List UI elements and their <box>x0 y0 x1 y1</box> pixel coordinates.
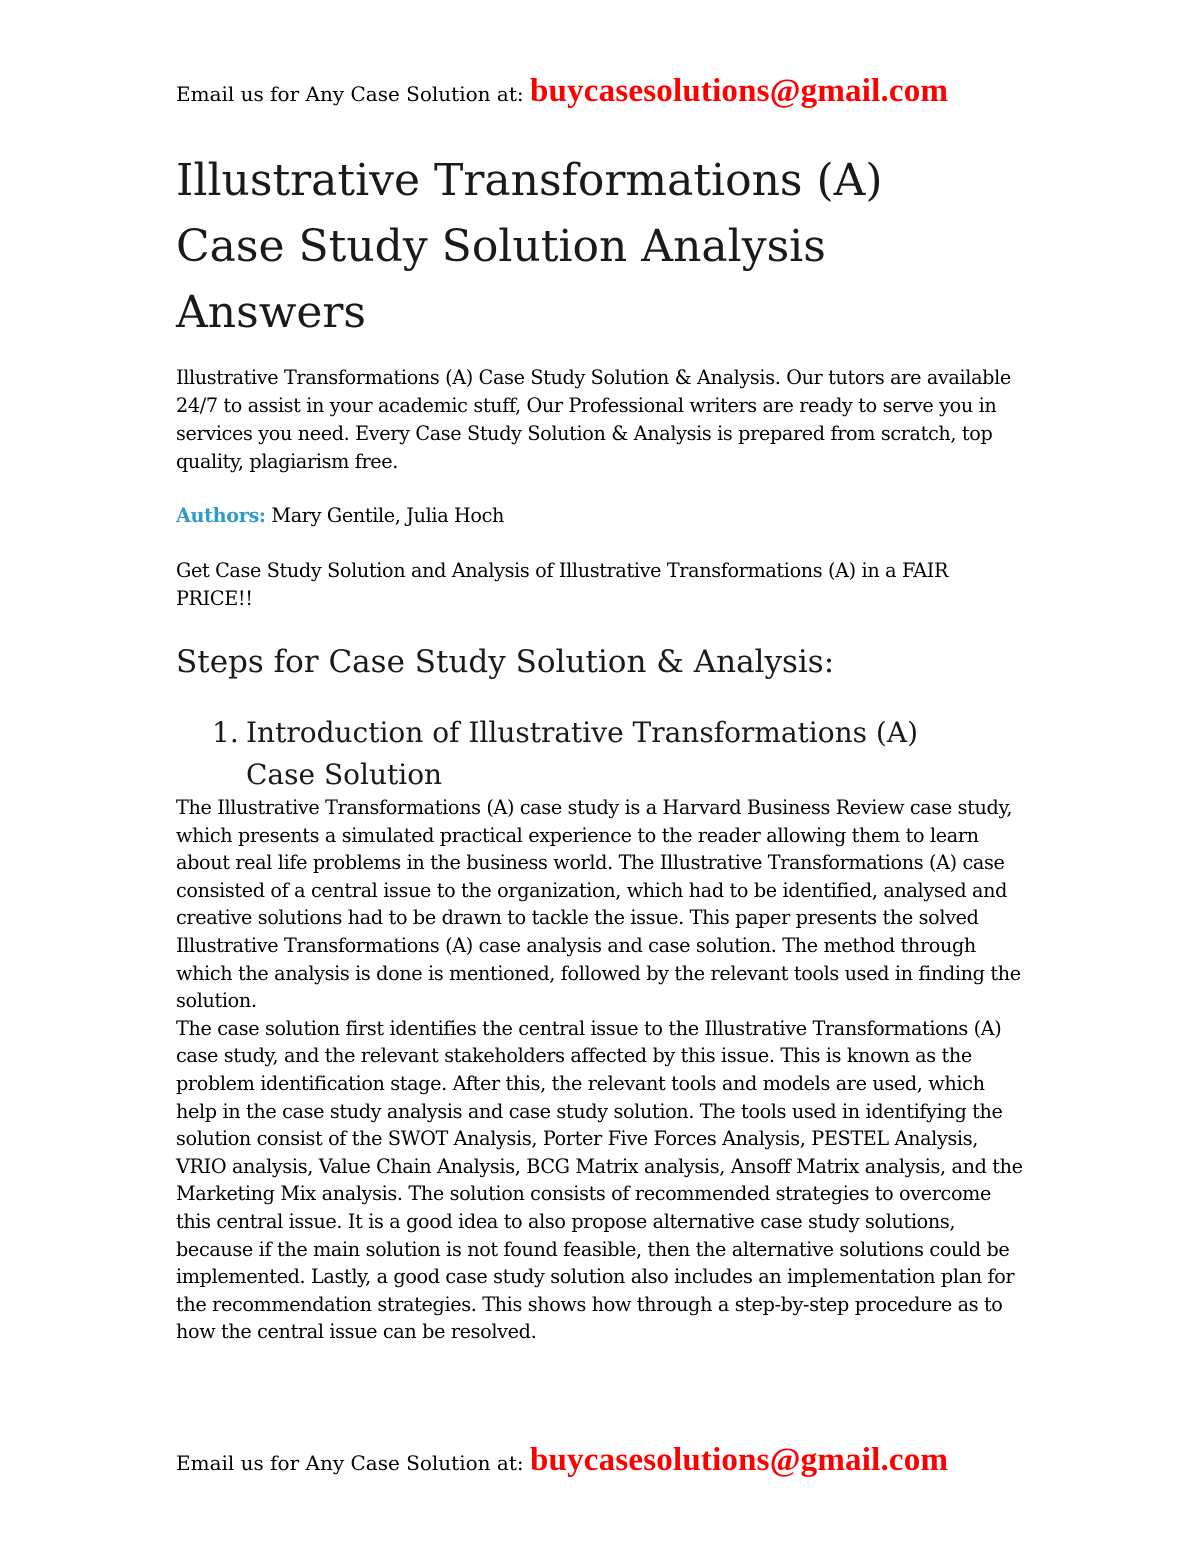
email-address-link[interactable]: buycasesolutions@gmail.com <box>529 1442 949 1478</box>
section-1-heading <box>212 712 972 796</box>
section-1-number: 1. <box>212 716 239 749</box>
email-banner-bottom <box>176 1442 949 1478</box>
document-title: Illustrative Transformations (A) Case Study Solution Analysis Answers <box>176 155 883 338</box>
body-paragraph-2: The case solution first identifies the central issue to the Illustrative Transformations (A) case study, and the relevant stakeholders affected by this issue. This is known as the problem identification stage. After this, the relevant tools and models are used, which help in the case study analysis and case study solution. The tools used in identifying the solution consist of the SWOT Analysis, Porter Five Forces Analysis, PESTEL Analysis, VRIO analysis, Value Chain Analysis, BCG Matrix analysis, Ansoff Matrix analysis, and the Marketing Mix analysis. The solution consists of recommended strategies to overcome this central issue. It is a good idea to also propose alternative case study solutions, because if the main solution is not found feasible, then the alternative solutions could be implemented. Lastly, a good case study solution also includes an implementation plan for the recommendation strategies. This shows how through a step-by-step procedure as to how the central issue can be resolved. <box>176 1016 1023 1344</box>
section-1-title: Introduction of Illustrative Transformations (A) Case Solution <box>246 716 918 791</box>
email-address-link[interactable]: buycasesolutions@gmail.com <box>529 73 949 109</box>
steps-heading: Steps for Case Study Solution & Analysis: <box>176 644 835 680</box>
section-1-body <box>176 794 1026 1346</box>
email-banner-lead: Email us for Any Case Solution at: <box>176 1451 524 1475</box>
intro-paragraph: Illustrative Transformations (A) Case Study Solution & Analysis. Our tutors are available 24/7 to assist in your academic stuff, Our Professional writers are ready to serve you in services you need. Every Case Study Solution & Analysis is prepared from scratch, top quality, plagiarism free. <box>176 366 1011 473</box>
email-banner-top <box>176 73 949 109</box>
authors-line <box>176 502 504 530</box>
email-banner-lead: Email us for Any Case Solution at: <box>176 82 524 106</box>
authors-names: Mary Gentile, Julia Hoch <box>271 504 505 527</box>
call-to-action: Get Case Study Solution and Analysis of Illustrative Transformations (A) in a FAIR PRICE!! <box>176 559 949 610</box>
body-paragraph-1: The Illustrative Transformations (A) case study is a Harvard Business Review case study, which presents a simulated practical experience to the reader allowing them to learn about real life problems in the business world. The Illustrative Transformations (A) case consisted of a central issue to the organization, which had to be identified, analysed and creative solutions had to be drawn to tackle the issue. This paper presents the solved Illustrative Transformations (A) case analysis and case solution. The method through which the analysis is done is mentioned, followed by the relevant tools used in finding the solution. <box>176 796 1021 1013</box>
authors-label: Authors: <box>176 504 266 527</box>
